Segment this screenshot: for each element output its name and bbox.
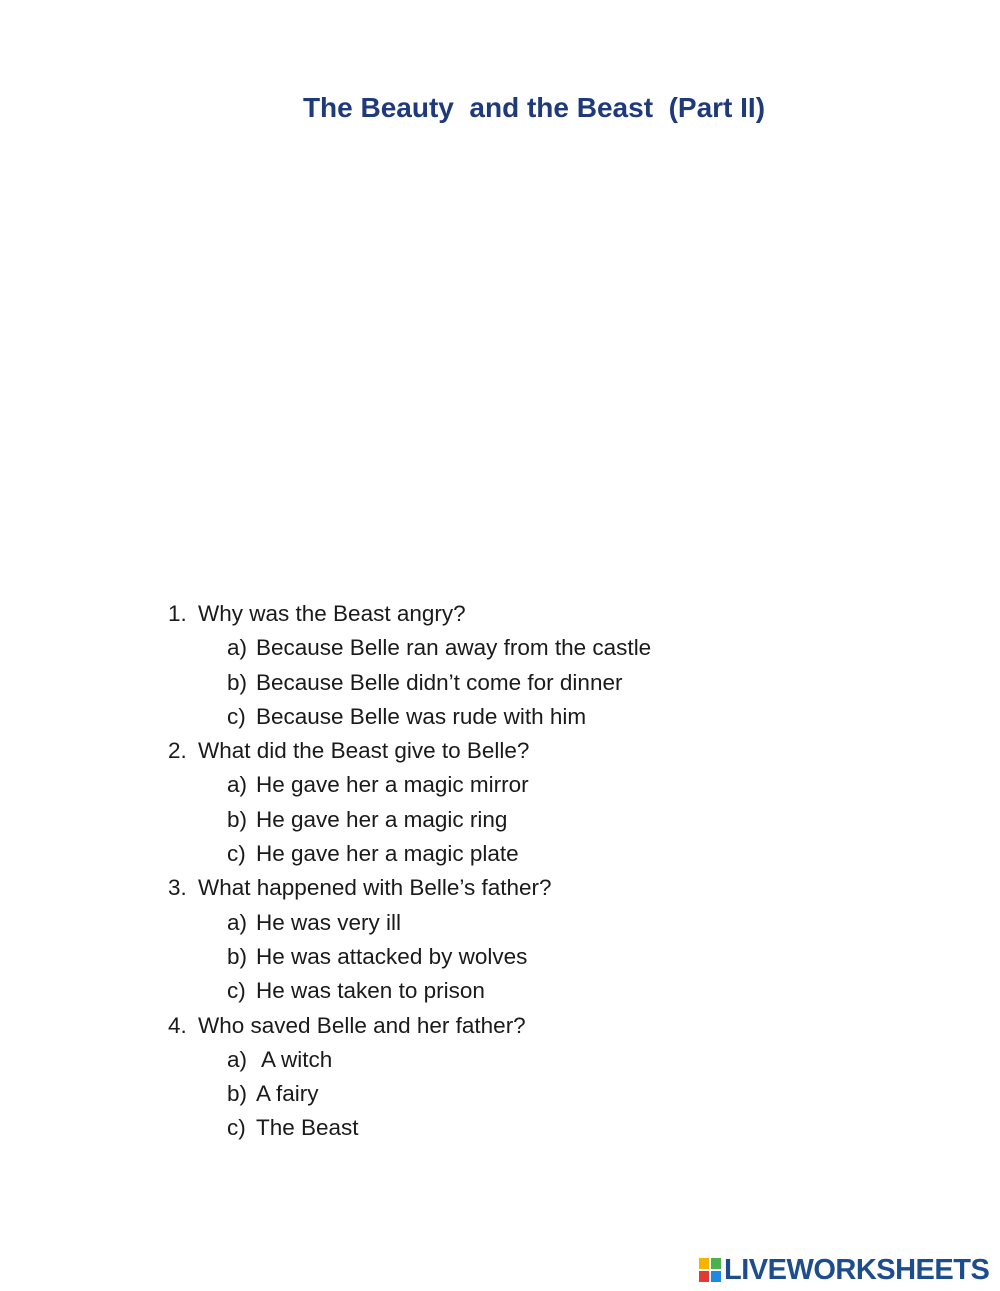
question-2 xyxy=(168,734,868,768)
option-letter: b) xyxy=(227,669,248,695)
option-2c[interactable] xyxy=(168,837,868,871)
question-number: 4. xyxy=(168,1012,187,1038)
question-text: What did the Beast give to Belle? xyxy=(198,738,530,764)
question-number: 1. xyxy=(168,601,187,626)
option-letter: c) xyxy=(227,978,246,1004)
option-text: He gave her a magic plate xyxy=(256,841,519,867)
quiz-list xyxy=(168,597,868,1146)
option-text: He gave her a magic mirror xyxy=(256,772,529,798)
option-4c[interactable] xyxy=(168,1111,868,1145)
option-1c[interactable] xyxy=(168,700,868,734)
option-text: A fairy xyxy=(256,1081,319,1107)
option-1a[interactable] xyxy=(168,631,868,665)
logo-block-blue xyxy=(710,1270,722,1283)
logo-blocks-icon xyxy=(698,1257,722,1283)
option-letter: a) xyxy=(227,772,248,798)
option-text: He gave her a magic ring xyxy=(256,806,508,832)
option-letter: a) xyxy=(227,909,248,935)
option-letter: b) xyxy=(227,1081,248,1107)
liveworksheets-logo xyxy=(698,1255,989,1285)
question-text: Why was the Beast angry? xyxy=(198,601,466,626)
option-text: He was attacked by wolves xyxy=(256,943,528,969)
question-text: Who saved Belle and her father? xyxy=(198,1012,526,1038)
question-text: What happened with Belle’s father? xyxy=(198,875,552,901)
option-letter: c) xyxy=(227,841,246,867)
question-1 xyxy=(168,597,868,631)
option-text: The Beast xyxy=(256,1115,359,1141)
logo-text: LIVEWORKSHEETS xyxy=(724,1253,990,1286)
option-text: He was very ill xyxy=(256,909,402,935)
option-text: Because Belle ran away from the castle xyxy=(256,635,652,661)
option-text: He was taken to prison xyxy=(256,978,485,1004)
logo-block-yellow xyxy=(698,1257,710,1270)
question-number: 2. xyxy=(168,738,187,764)
option-letter: c) xyxy=(227,703,246,729)
option-letter: a) xyxy=(227,1046,248,1072)
option-text: A witch xyxy=(256,1046,333,1072)
option-2a[interactable] xyxy=(168,768,868,802)
option-letter: b) xyxy=(227,943,248,969)
question-3 xyxy=(168,871,868,905)
option-3b[interactable] xyxy=(168,940,868,974)
option-1b[interactable] xyxy=(168,666,868,700)
option-text: Because Belle was rude with him xyxy=(256,703,587,729)
option-2b[interactable] xyxy=(168,803,868,837)
option-3c[interactable] xyxy=(168,974,868,1008)
option-letter: c) xyxy=(227,1115,246,1141)
logo-block-green xyxy=(710,1257,722,1270)
option-text: Because Belle didn’t come for dinner xyxy=(256,669,623,695)
option-4b[interactable] xyxy=(168,1077,868,1111)
logo-block-red xyxy=(698,1270,710,1283)
option-letter: b) xyxy=(227,806,248,832)
question-4 xyxy=(168,1009,868,1043)
option-letter: a) xyxy=(227,635,248,661)
option-3a[interactable] xyxy=(168,906,868,940)
option-4a[interactable] xyxy=(168,1043,868,1077)
page-title: The Beauty and the Beast (Part II) xyxy=(302,92,766,123)
question-number: 3. xyxy=(168,875,187,901)
